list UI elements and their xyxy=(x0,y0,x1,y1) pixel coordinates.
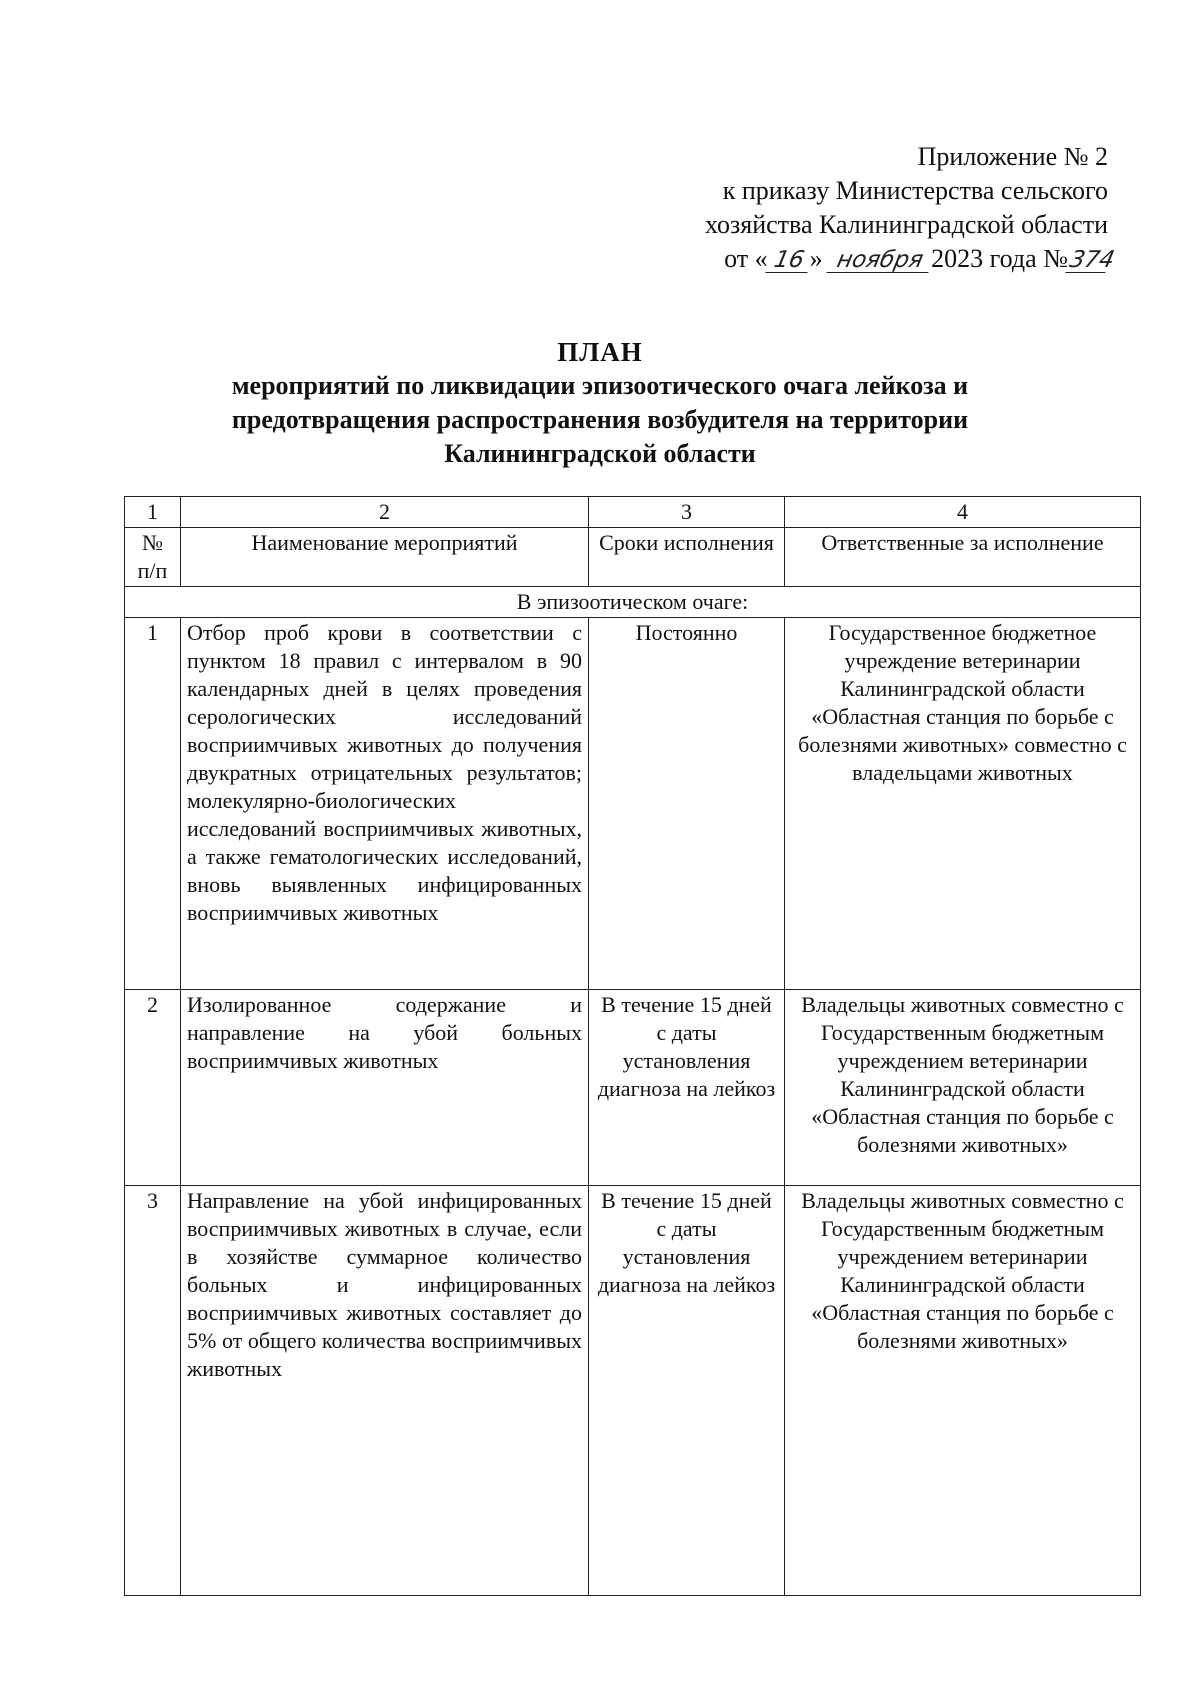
row-activity: Отбор проб крови в соответствии с пунктом 18 правил с интервалом в 90 календарных дней в целях проведения серологических исследований восприимчивых животных до получения двукратных отрицательных результатов; молекулярно-биологических исследований восприимчивых животных, а также гематологических исследований, вновь выявленных инфицированных восприимчивых животных xyxy=(181,618,589,990)
appendix-block xyxy=(704,140,1117,276)
appendix-title: Приложение № 2 xyxy=(917,142,1108,171)
plan-table xyxy=(124,496,1141,1596)
row-deadline: В течение 15 дней с даты установления диагноза на лейкоз xyxy=(589,1186,785,1596)
header-row xyxy=(125,528,1141,587)
row-number: 1 xyxy=(125,618,181,990)
title-line-3: Калининградской области xyxy=(444,439,756,468)
handwritten-day: 16 xyxy=(765,248,812,273)
column-number-2: 2 xyxy=(181,497,589,528)
row-responsible: Владельцы животных совместно с Государственным бюджетным учреждением ветеринарии Калининградской области «Областная станция по борьбе с болезнями животных» xyxy=(785,1186,1141,1596)
column-number-4: 4 xyxy=(785,497,1141,528)
row-activity: Изолированное содержание и направление на убой больных восприимчивых животных xyxy=(181,990,589,1186)
row-deadline: Постоянно xyxy=(589,618,785,990)
document-title xyxy=(0,335,1200,471)
appendix-date-line xyxy=(705,242,1117,276)
column-number-row xyxy=(125,497,1141,528)
date-mid: » xyxy=(809,244,823,273)
title-line-2: предотвращения распространения возбудителя на территории xyxy=(231,405,969,434)
handwritten-month: ноября xyxy=(826,248,933,273)
header-number: № п/п xyxy=(125,528,181,587)
appendix-order-ref: к приказу Министерства сельского xyxy=(722,176,1108,205)
header-deadline: Сроки исполнения xyxy=(589,528,785,587)
column-number-1: 1 xyxy=(125,497,181,528)
row-responsible: Владельцы животных совместно с Государственным бюджетным учреждением ветеринарии Калининградской области «Областная станция по борьбе с болезнями животных» xyxy=(785,990,1141,1186)
handwritten-order-number: 374 xyxy=(1067,247,1117,273)
header-activity: Наименование мероприятий xyxy=(181,528,589,587)
header-responsible: Ответственные за исполнение xyxy=(785,528,1141,587)
row-number: 2 xyxy=(125,990,181,1186)
table-row xyxy=(125,618,1141,990)
appendix-ministry: хозяйства Калининградской области xyxy=(704,210,1108,239)
table-row xyxy=(125,1186,1141,1596)
table-row xyxy=(125,990,1141,1186)
date-year: 2023 года № xyxy=(931,244,1068,273)
row-number: 3 xyxy=(125,1186,181,1596)
row-responsible: Государственное бюджетное учреждение ветеринарии Калининградской области «Областная станция по борьбе с болезнями животных» совместно с владельцами животных xyxy=(785,618,1141,990)
title-line-1: мероприятий по ликвидации эпизоотического очага лейкоза и xyxy=(231,371,969,400)
title-heading: ПЛАН xyxy=(557,337,643,367)
date-prefix: от « xyxy=(724,244,768,273)
row-activity: Направление на убой инфицированных восприимчивых животных в случае, если в хозяйстве суммарное количество больных и инфицированных восприимчивых животных составляет до 5% от общего количества восприимчивых животных xyxy=(181,1186,589,1596)
row-deadline: В течение 15 дней с даты установления диагноза на лейкоз xyxy=(589,990,785,1186)
section-label: В эпизоотическом очаге: xyxy=(125,587,1141,618)
column-number-3: 3 xyxy=(589,497,785,528)
section-row xyxy=(125,587,1141,618)
